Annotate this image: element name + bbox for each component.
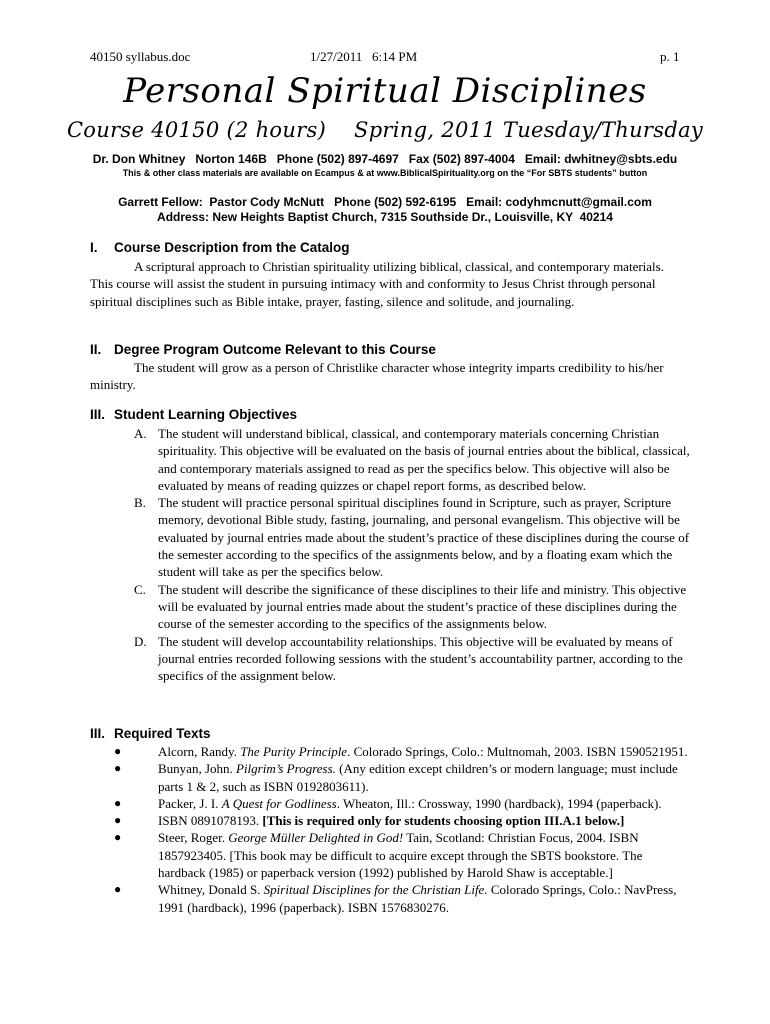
citation-author: Packer, J. I. xyxy=(158,795,222,811)
course-description-text: A scriptural approach to Christian spirituality utilizing biblical, classical, and contemporary materials. This course will assist the student in pursuing intimacy with and conformity to Jesus Christ through personal spiritual disciplines such as Bible intake, prayer, fasting, silence and solitude, and journaling. xyxy=(90,259,664,309)
list-item xyxy=(134,633,690,685)
bullet-icon: ● xyxy=(114,744,122,758)
section-heading xyxy=(90,726,211,741)
item-text: The student will describe the significance of these disciplines to their life and ministry. This objective will be evaluated by journal entries made about the student’s practice of these disciplines during the course of the semester according to the specifics of the assignments below. xyxy=(158,581,687,632)
bullet-icon: ● xyxy=(114,813,122,828)
book-title: The Purity Principle xyxy=(240,744,348,759)
book-title: Pilgrim’s Progress. xyxy=(236,761,336,777)
section-number: II. xyxy=(90,342,102,357)
section-heading xyxy=(90,240,350,255)
document-title: Personal Spiritual Disciplines xyxy=(123,71,647,111)
list-item xyxy=(134,425,690,494)
section-body xyxy=(90,258,690,310)
item-text: The student will understand biblical, classical, and contemporary materials concerning Christian spirituality. This objective will be evaluated on the basis of journal entries about the biblical, classical, and contemporary materials assigned to read as per the specifics below. This objective will also be evaluated by means of reading quizzes or chapel report forms, as described below. xyxy=(158,426,690,493)
item-letter: B. xyxy=(134,495,146,511)
list-item xyxy=(114,743,690,760)
fellow-address: Address: New Heights Baptist Church, 7315 Southside Dr., Louisville, KY 40214 xyxy=(157,210,613,224)
section-title: Student Learning Objectives xyxy=(114,407,298,422)
required-texts-list xyxy=(114,743,690,916)
section-title: Required Texts xyxy=(114,726,211,741)
book-title: Spiritual Disciplines for the Christian Life. xyxy=(263,882,488,898)
list-item xyxy=(114,812,690,829)
citation-author: Bunyan, John. xyxy=(158,761,236,777)
citation-details: Colorado Springs, Colo.: NavPress, 1991 (hardback), 1996 (paperback). ISBN 1576830276. xyxy=(158,882,677,915)
section-number: I. xyxy=(90,240,98,255)
book-title: George Müller Delighted in God! xyxy=(228,830,404,846)
citation-details: (Any edition except children’s or modern language; must include parts 1 & 2, such as ISBN 0192803611). xyxy=(158,761,678,794)
section-number: III. xyxy=(90,726,106,741)
section-body xyxy=(90,359,690,394)
citation-details: Tain, Scotland: Christian Focus, 2004. ISBN 1857923405. [This book may be difficult to acquire except through the SBTS bookstore. The hardback (1985) or paperback version (1992) published by Harold Shaw is acceptable.] xyxy=(158,830,643,881)
section-title: Degree Program Outcome Relevant to this Course xyxy=(114,342,436,357)
citation-author: Steer, Roger. xyxy=(158,830,229,846)
citation-author: Alcorn, Randy. xyxy=(158,744,241,759)
instructor-contact: Dr. Don Whitney Norton 146B Phone (502) 897-4697 Fax (502) 897-4004 Email: dwhitney@sbts.edu xyxy=(92,152,678,166)
citation-isbn: ISBN 0891078193. xyxy=(158,813,263,829)
list-item xyxy=(114,829,690,881)
section-heading xyxy=(90,407,297,422)
citation-details: . Colorado Springs, Colo.: Multnomah, 2003. ISBN 1590521951. xyxy=(347,744,688,759)
header-datetime: 1/27/2011 6:14 PM xyxy=(310,49,418,64)
item-text: The student will practice personal spiritual disciplines found in Scripture, such as prayer, Scripture memory, devotional Bible study, fasting, journaling, and personal evangelism. This objective will be evaluated by journal entries made about the student’s practice of these disciplines during the course of the semester according to the specifics of the assignments below, and by a floating exam which the student will take as per the specifics below. xyxy=(158,495,690,580)
item-letter: A. xyxy=(134,426,147,441)
list-item xyxy=(114,795,690,812)
list-item xyxy=(134,581,690,633)
objectives-list xyxy=(134,425,690,684)
item-letter: C. xyxy=(134,581,146,597)
item-text: The student will develop accountability relationships. This objective will be evaluated by means of journal entries recorded following sessions with the student’s accountability partner, according to the specifics of the assignment below. xyxy=(158,633,683,684)
book-title: A Quest for Godliness xyxy=(221,795,337,811)
bullet-icon: ● xyxy=(114,830,122,845)
bullet-icon: ● xyxy=(114,761,122,776)
bullet-icon: ● xyxy=(114,795,122,810)
outcome-text: The student will grow as a person of Christlike character whose integrity imparts credibility to his/her ministry. xyxy=(90,360,664,393)
materials-note: This & other class materials are available on Ecampus & at www.BiblicalSpirituality.org on the “For SBTS students” button xyxy=(122,168,648,178)
list-item xyxy=(134,494,690,580)
garrett-fellow-contact: Garrett Fellow: Pastor Cody McNutt Phone (502) 592-6195 Email: codyhmcnutt@gmail.com xyxy=(118,195,652,209)
citation-details: . Wheaton, Ill.: Crossway, 1990 (hardback), 1994 (paperback). xyxy=(336,795,662,811)
header-filename: 40150 syllabus.doc xyxy=(90,49,191,64)
list-item xyxy=(114,760,690,795)
list-item xyxy=(114,881,690,916)
bullet-icon: ● xyxy=(114,882,122,897)
requirement-note: [This is required only for students choosing option III.A.1 below.] xyxy=(262,813,625,829)
header-page-number: p. 1 xyxy=(660,49,680,64)
section-number: III. xyxy=(90,407,106,422)
course-subtitle: Course 40150 (2 hours) Spring, 2011 Tuesday/Thursday xyxy=(66,118,704,142)
section-heading xyxy=(90,342,436,357)
section-title: Course Description from the Catalog xyxy=(114,240,350,255)
item-letter: D. xyxy=(134,633,147,649)
citation-author: Whitney, Donald S. xyxy=(158,882,264,898)
